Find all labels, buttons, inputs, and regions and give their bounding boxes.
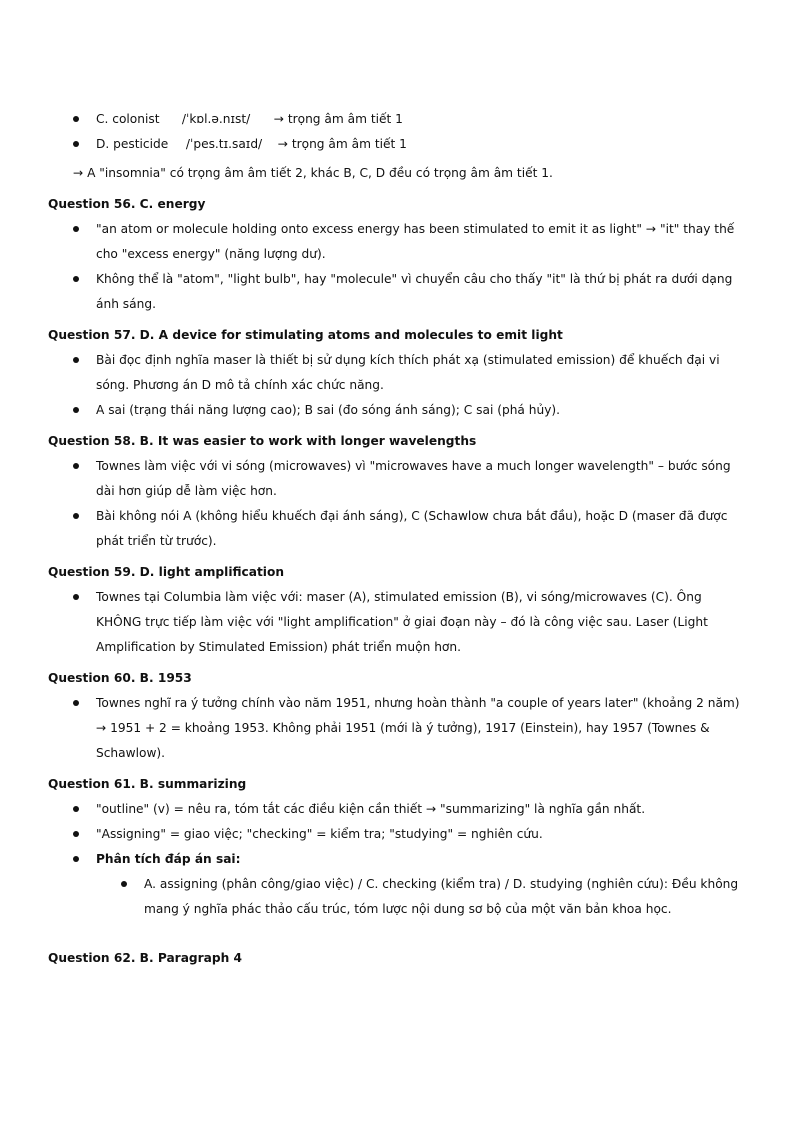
question-60-title: Question 60. B. 1953 (48, 671, 192, 685)
word: D. pesticide (96, 137, 169, 151)
question-56-bullet: "an atom or molecule holding onto excess energy has been stimulated to emit it as light" → "it" thay thế cho "excess energy" (năng lượng dư). (48, 217, 748, 267)
question-57-bullet: Bài đọc định nghĩa maser là thiết bị sử dụng kích thích phát xạ (stimulated emission) để khuếch đại vi sóng. Phương án D mô tả chính xác chức năng. (48, 348, 748, 398)
question-57-title: Question 57. D. A device for stimulating atoms and molecules to emit light (48, 328, 563, 342)
analysis-heading-text: Phân tích đáp án sai: (96, 852, 241, 866)
question-57-bullet: A sai (trạng thái năng lượng cao); B sai (đo sóng ánh sáng); C sai (phá hủy). (48, 398, 748, 423)
word: C. colonist (96, 112, 160, 126)
question-58-bullet: Bài không nói A (không hiểu khuếch đại ánh sáng), C (Schawlow chưa bắt đầu), hoặc D (maser đã được phát triển từ trước). (48, 504, 748, 554)
question-61-title: Question 61. B. summarizing (48, 777, 247, 791)
question-58-bullet: Townes làm việc với vi sóng (microwaves) vì "microwaves have a much longer wavelength" – bước sóng dài hơn giúp dễ làm việc hơn. (48, 454, 748, 504)
question-58-title: Question 58. B. It was easier to work with longer wavelengths (48, 434, 477, 448)
stress-note: → trọng âm âm tiết 1 (273, 112, 403, 126)
question-60-bullet: Townes nghĩ ra ý tưởng chính vào năm 1951, nhưng hoàn thành "a couple of years later" (khoảng 2 năm) → 1951 + 2 = khoảng 1953. Không phải 1951 (mới là ý tưởng), 1917 (Einstein), hay 1957 (Townes & Schawlow). (48, 691, 748, 766)
stress-item-pesticide (48, 132, 748, 157)
question-61-bullet: "Assigning" = giao việc; "checking" = kiểm tra; "studying" = nghiên cứu. (48, 822, 748, 847)
document-body (48, 107, 748, 971)
question-61-bullet: "outline" (v) = nêu ra, tóm tắt các điều kiện cần thiết → "summarizing" là nghĩa gần nhất. (48, 797, 748, 822)
stress-item-colonist (48, 107, 748, 132)
question-56-title: Question 56. C. energy (48, 197, 206, 211)
question-59-bullet: Townes tại Columbia làm việc với: maser (A), stimulated emission (B), vi sóng/microwaves (C). Ông KHÔNG trực tiếp làm việc với "light amplification" ở giai đoạn này – đó là công việc sau. Laser (Light Amplification by Stimulated Emission) phát triển muộn hơn. (48, 585, 748, 660)
question-61-analysis-heading (48, 847, 748, 872)
question-59-title: Question 59. D. light amplification (48, 565, 285, 579)
stress-note: → trọng âm âm tiết 1 (277, 137, 407, 151)
conclusion-line: → A "insomnia" có trọng âm âm tiết 2, khác B, C, D đều có trọng âm âm tiết 1. (73, 166, 553, 180)
question-61-analysis-item: A. assigning (phân công/giao việc) / C. checking (kiểm tra) / D. studying (nghiên cứu): Đều không mang ý nghĩa phác thảo cấu trúc, tóm lược nội dung sơ bộ của một văn bản khoa học. (48, 872, 748, 922)
ipa: /ˈkɒl.ə.nɪst/ (181, 112, 251, 126)
question-62-title: Question 62. B. Paragraph 4 (48, 951, 242, 965)
ipa: /ˈpes.tɪ.saɪd/ (185, 137, 263, 151)
question-56-bullet: Không thể là "atom", "light bulb", hay "molecule" vì chuyển câu cho thấy "it" là thứ bị phát ra dưới dạng ánh sáng. (48, 267, 748, 317)
